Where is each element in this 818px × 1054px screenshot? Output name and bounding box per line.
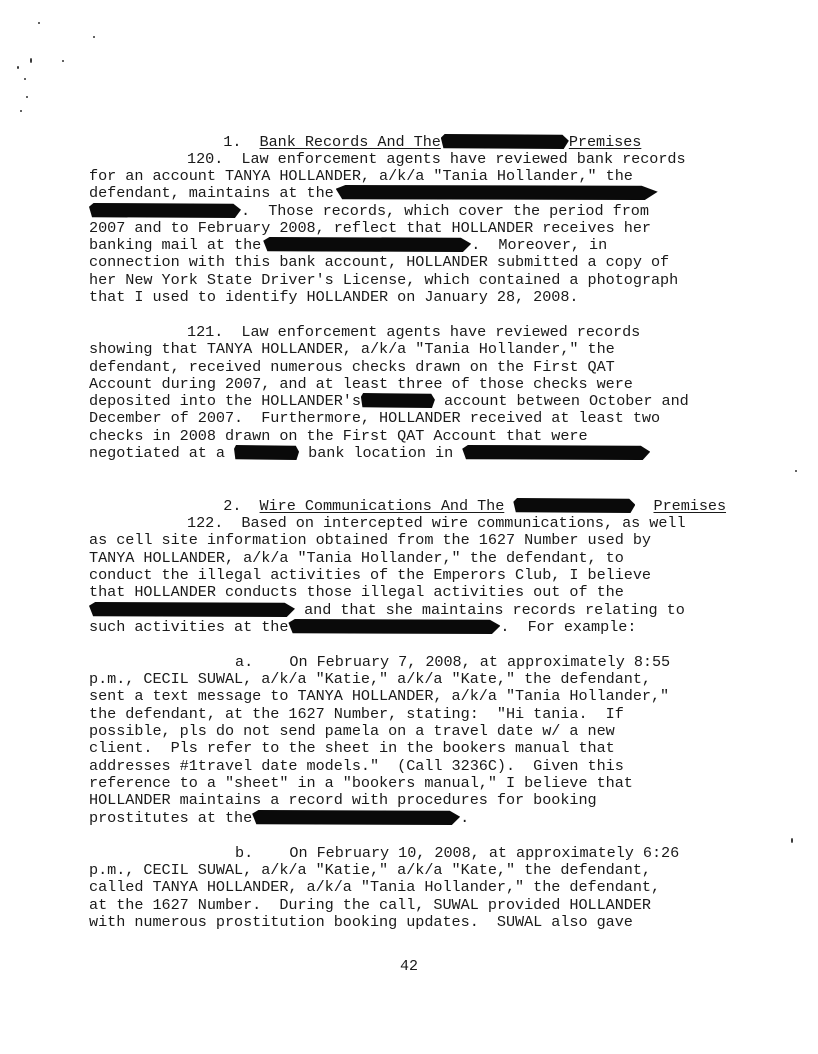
section-heading-text: Premises — [653, 497, 727, 515]
paragraph-121-line: showing that TANYA HOLLANDER, a/k/a "Tania Hollander," the — [89, 340, 615, 358]
paragraph-122-line: as cell site information obtained from the 1627 Number used by — [89, 531, 651, 549]
subparagraph-b-line: p.m., CECIL SUWAL, a/k/a "Katie," a/k/a "Kate," the defendant, — [89, 861, 651, 879]
subparagraph-a-line: a. On February 7, 2008, at approximately 8:55 — [235, 653, 671, 671]
paragraph-122-line: and that she maintains records relating to — [89, 602, 685, 619]
redaction-bar — [252, 810, 460, 825]
scan-speck — [30, 58, 32, 63]
section-number: 1. — [223, 133, 242, 151]
scan-speck — [791, 838, 793, 843]
paragraph-121-line: Account during 2007, and at least three of those checks were — [89, 375, 633, 393]
subparagraph-a-line: HOLLANDER maintains a record with procedures for booking — [89, 791, 597, 809]
subparagraph-b-line: b. On February 10, 2008, at approximately 6:26 — [235, 844, 680, 862]
paragraph-122-line: TANYA HOLLANDER, a/k/a "Tania Hollander," the defendant, to — [89, 549, 624, 567]
scan-speck — [93, 36, 95, 38]
paragraph-121-line: defendant, received numerous checks drawn on the First QAT — [89, 358, 615, 376]
scan-speck — [795, 470, 797, 472]
paragraph-121-line: negotiated at a bank location in — [89, 445, 650, 462]
paragraph-121-line: 121. Law enforcement agents have reviewed records — [187, 323, 641, 341]
paragraph-120-line: defendant, maintains at the — [89, 185, 658, 202]
subparagraph-a-line: p.m., CECIL SUWAL, a/k/a "Katie," a/k/a "Kate," the defendant, — [89, 670, 651, 688]
redaction-bar — [89, 602, 295, 617]
subparagraph-a-line: client. Pls refer to the sheet in the bookers manual that — [89, 739, 615, 757]
redaction-bar — [513, 498, 635, 513]
paragraph-number: 120. — [187, 150, 224, 168]
section-heading-text: Premises — [568, 133, 642, 151]
subparagraph-a-line: possible, pls do not send pamela on a travel date w/ a new — [89, 722, 615, 740]
subparagraph-a-line: prostitutes at the . — [89, 809, 470, 827]
subparagraph-label: a. — [235, 653, 254, 671]
paragraph-122-line: such activities at the . For example: — [89, 618, 637, 636]
redaction-bar — [361, 393, 435, 408]
redaction-bar — [288, 619, 500, 634]
paragraph-122-line: conduct the illegal activities of the Emperors Club, I believe — [89, 566, 651, 584]
subparagraph-a-line: reference to a "sheet" in a "bookers manual," I believe that — [89, 774, 633, 792]
subparagraph-b-line: called TANYA HOLLANDER, a/k/a "Tania Hollander," the defendant, — [89, 878, 661, 896]
paragraph-120-line: connection with this bank account, HOLLANDER submitted a copy of — [89, 253, 670, 271]
page-number: 42 — [399, 958, 418, 975]
paragraph-120-line: banking mail at the . Moreover, in — [89, 236, 608, 254]
subparagraph-label: b. — [235, 844, 254, 862]
subparagraph-a-line: addresses #1travel date models." (Call 3236C). Given this — [89, 757, 624, 775]
paragraph-120-line: her New York State Driver's License, which contained a photograph — [89, 271, 679, 289]
paragraph-121-line: deposited into the HOLLANDER's account between October and — [89, 392, 689, 410]
scan-speck — [38, 22, 40, 24]
section-heading-text: Wire Communications And The — [259, 497, 505, 515]
scan-speck — [17, 66, 19, 69]
paragraph-122-line: that HOLLANDER conducts those illegal activities out of the — [89, 583, 624, 601]
redaction-bar — [462, 445, 650, 460]
subparagraph-b-line: with numerous prostitution booking updates. SUWAL also gave — [89, 913, 633, 931]
paragraph-120-line: for an account TANYA HOLLANDER, a/k/a "Tania Hollander," the — [89, 167, 633, 185]
paragraph-122-line: 122. Based on intercepted wire communications, as well — [187, 514, 686, 532]
paragraph-121-line: checks in 2008 drawn on the First QAT Account that were — [89, 427, 588, 445]
section-heading-text: Bank Records And The — [259, 133, 441, 151]
redaction-bar — [441, 134, 569, 149]
paragraph-120-line: that I used to identify HOLLANDER on January 28, 2008. — [89, 288, 579, 306]
paragraph-120-line: . Those records, which cover the period from — [89, 203, 649, 220]
subparagraph-b-line: at the 1627 Number. During the call, SUWAL provided HOLLANDER — [89, 896, 651, 914]
redaction-bar — [234, 445, 299, 460]
paragraph-121-line: December of 2007. Furthermore, HOLLANDER received at least two — [89, 409, 661, 427]
scan-speck — [62, 60, 64, 62]
subparagraph-a-line: the defendant, at the 1627 Number, stating: "Hi tania. If — [89, 705, 624, 723]
section-number: 2. — [223, 497, 242, 515]
scan-speck — [24, 78, 26, 80]
scan-speck — [26, 96, 28, 98]
redaction-bar — [336, 185, 658, 200]
paragraph-number: 121. — [187, 323, 224, 341]
paragraph-number: 122. — [187, 514, 224, 532]
paragraph-120-line: 2007 and to February 2008, reflect that HOLLANDER receives her — [89, 219, 651, 237]
paragraph-120-line: 120. Law enforcement agents have reviewed bank records — [187, 150, 686, 168]
subparagraph-a-line: sent a text message to TANYA HOLLANDER, a/k/a "Tania Hollander," — [89, 687, 670, 705]
scan-speck — [20, 110, 22, 112]
redaction-bar — [89, 203, 241, 218]
redaction-bar — [263, 237, 471, 252]
